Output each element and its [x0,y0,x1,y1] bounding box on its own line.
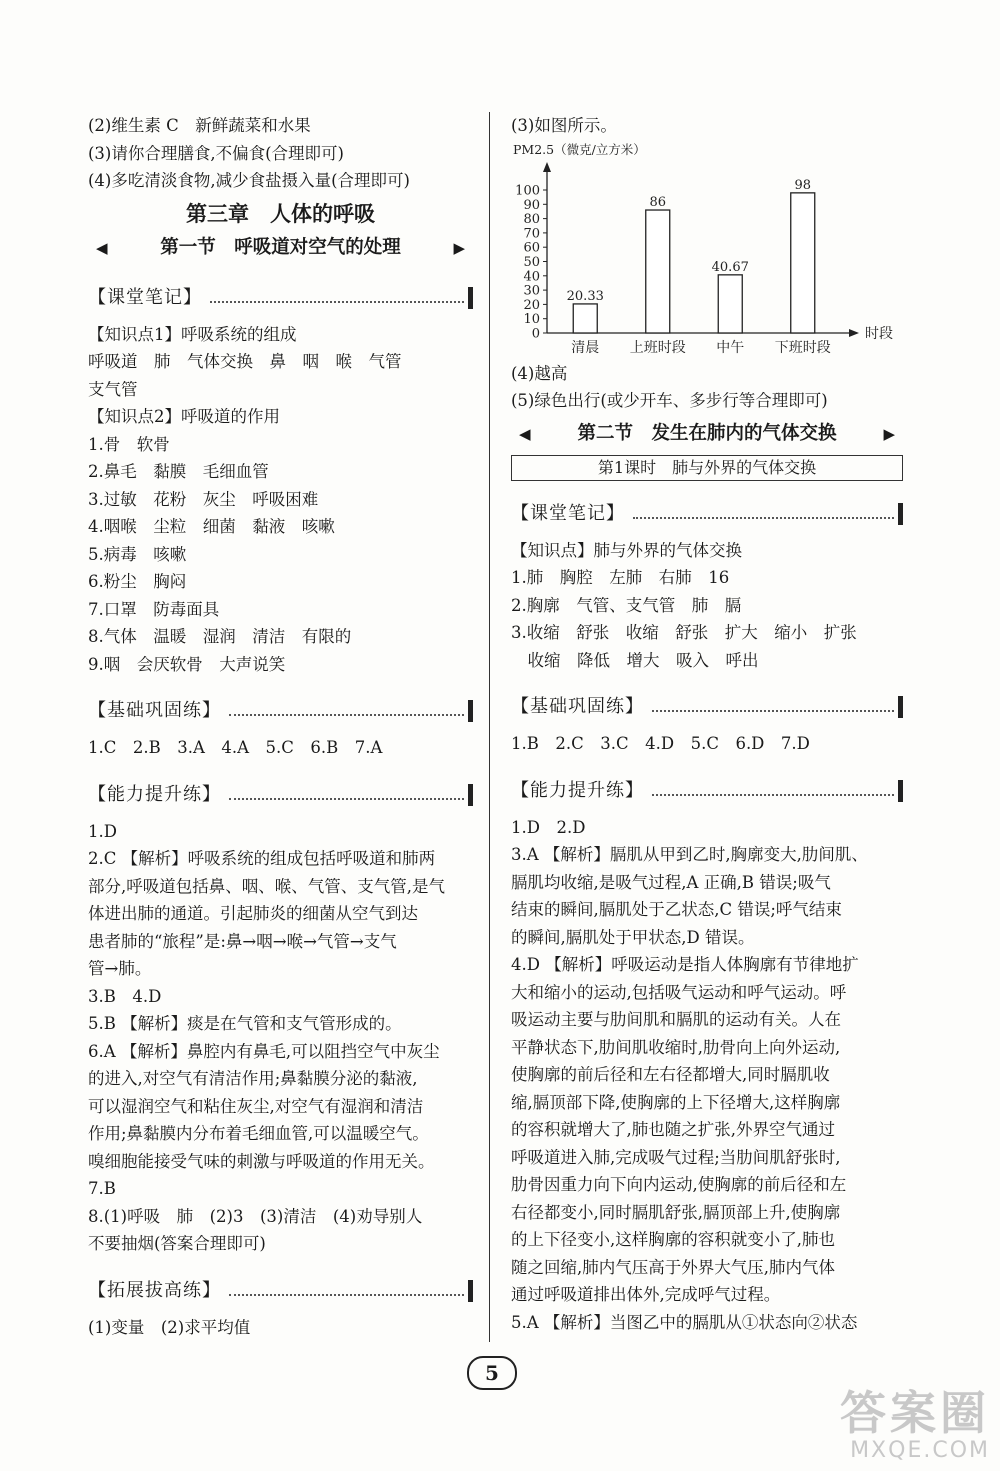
header-end-bar [468,1280,473,1302]
dotted-leader [229,714,464,716]
bar-value-label: 40.67 [711,259,749,275]
bar [718,274,742,332]
header-basic-practice [511,688,903,718]
x-tick-label: 清晨 [571,339,600,356]
text-line: 随之回缩,肺内气压高于外界大气压,肺内气体 [511,1257,835,1277]
ability-lines [511,814,903,1337]
bar-value-label: 86 [649,194,667,210]
text-line: 2.胸廓 气管、支气管 肺 膈 [511,595,742,615]
text-line: (4)多吃清淡食物,减少食盐摄入量(合理即可) [88,171,410,190]
text-line: 3.A 【解析】膈肌从甲到乙时,胸廓变大,肋间肌、 [511,845,868,864]
y-tick-label: 80 [523,211,540,227]
x-tick-label: 上班时段 [629,339,686,356]
text-line: 不要抽烟(答案合理即可) [88,1234,266,1253]
bar-value-label: 98 [794,177,812,193]
header-label: 【基础巩固练】 [511,696,644,717]
right-column [511,112,903,1336]
y-tick-label: 30 [523,283,540,299]
triangle-right-icon: ▶ [453,238,465,257]
text-line: 呼吸道进入肺,完成吸气过程;当肋间肌舒张时, [511,1147,841,1167]
text-line: 7.B [88,1179,116,1198]
text-line: 2.C 【解析】呼吸系统的组成包括呼吸道和肺两 [88,849,436,868]
y-tick-label: 60 [523,240,540,256]
dotted-leader [229,1294,464,1296]
text-line: 6.A 【解析】鼻腔内有鼻毛,可以阻挡空气中灰尘 [88,1041,440,1061]
section-title-text: 第一节 呼吸道对空气的处理 [160,236,401,258]
text-line: 患者肺的“旅程”是:鼻→咽→喉→气管→支气 [88,931,397,951]
bar [573,303,597,332]
x-axis-arrow [849,329,859,337]
header-extend-practice [88,1272,473,1302]
text-line: (3)请你合理膳食,不偏食(合理即可) [88,143,344,163]
text-line: (3)如图所示。 [511,116,617,135]
x-axis-label: 时段 [865,325,893,342]
header-end-bar [468,700,473,722]
text-line: (1)变量 (2)求平均值 [88,1317,251,1337]
header-end-bar [898,696,903,718]
text-line: 可以湿润空气和粘住灰尘,对空气有湿润和清洁 [88,1096,424,1116]
text-line: 的上下径变小,这样胸廓的容积就变小了,肺也 [511,1230,835,1249]
y-axis-label: PM2.5（微克/立方米） [513,141,646,157]
y-tick-label: 100 [515,183,540,198]
text-line: 3.收缩 舒张 收缩 舒张 扩大 缩小 扩张 [511,623,857,642]
text-line: 肋骨因重力向下向内运动,使胸廓的前后径和左 [511,1175,847,1194]
y-tick-label: 20 [523,297,540,313]
x-tick-label: 中午 [716,339,745,356]
text-line: 平静状态下,肋间肌收缩时,肋骨向上向外运动, [511,1037,841,1057]
text-line: 的进入,对空气有清洁作用;鼻黏膜分泌的黏液, [88,1069,418,1088]
text-line: 1.骨 软骨 [88,434,170,454]
y-tick-label: 70 [523,225,540,241]
text-line: 嗅细胞能接受气味的刺激与呼吸道的作用无关。 [88,1151,435,1171]
watermark [840,1388,990,1463]
dotted-leader [652,794,894,796]
text-line: 通过呼吸道排出体外,完成呼气过程。 [511,1285,781,1304]
text-line: 8.(1)呼吸 肺 (2)3 (3)清洁 (4)劝导别人 [88,1206,423,1226]
header-end-bar [468,287,473,309]
text-line: 支气管 [88,379,138,399]
notes-lines [511,537,903,675]
header-basic-practice [88,692,473,722]
header-label: 【能力提升练】 [88,783,221,805]
header-label: 【拓展拔高练】 [88,1279,221,1301]
text-line: (2)维生素 C 新鲜蔬菜和水果 [88,116,311,135]
text-line: 7.口罩 防毒面具 [88,599,220,619]
text-line: (5)绿色出行(或少开车、多步行等合理即可) [511,391,828,410]
bar-value-label: 20.33 [566,288,604,304]
text-line: 管→肺。 [88,959,152,978]
dotted-leader [652,710,894,712]
dotted-leader [229,798,464,800]
triangle-left-icon: ◀ [519,424,531,443]
text-line: 9.咽 会厌软骨 大声说笑 [88,654,286,674]
pm25-bar-chart [511,140,903,360]
text-line: 吸运动主要与肋间肌和膈肌的运动有关。人在 [511,1010,841,1029]
lesson-banner: 第1课时 肺与外界的气体交换 [511,455,903,481]
page-number: 5 [467,1356,517,1390]
y-tick-label: 0 [531,326,540,341]
text-line: 作用;鼻黏膜内分布着毛细血管,可以温暖空气。 [88,1124,429,1143]
text-line: 1.B 2.C 3.C 4.D 5.C 6.D 7.D [511,734,810,753]
y-tick-label: 90 [523,197,540,213]
section-title [88,231,473,265]
prelude-lines [88,112,473,195]
header-label: 【能力提升练】 [511,779,644,801]
text-line: 收缩 降低 增大 吸入 呼出 [511,650,759,670]
x-tick-label: 下班时段 [774,339,831,356]
header-ability-practice [88,776,473,806]
left-column [88,112,473,1341]
text-line: 【知识点2】呼吸道的作用 [88,407,280,426]
text-line: 1.D 2.D [511,817,586,837]
y-tick-label: 40 [523,268,540,284]
chapter-title: 第三章 人体的呼吸 [186,201,375,226]
notes-lines [88,321,473,679]
text-line: 右径都变小,同时膈肌舒张,膈顶部上升,使胸廓 [511,1202,841,1222]
text-line: 4.D 【解析】呼吸运动是指人体胸廓有节律地扩 [511,955,859,974]
text-line: 部分,呼吸道包括鼻、咽、喉、气管、支气管,是气 [88,876,445,896]
section-title [511,417,903,451]
column-divider [489,112,490,1342]
text-line: 的容积就增大了,肺也随之扩张,外界空气通过 [511,1120,835,1139]
bar [791,192,815,332]
header-end-bar [468,784,473,806]
text-line: 结束的瞬间,膈肌处于乙状态,C 错误;呼气结束 [511,900,842,919]
bar [646,210,670,333]
text-line: 大和缩小的运动,包括吸气运动和呼气运动。呼 [511,982,847,1002]
watermark-url: MXQE.COM [850,1438,990,1463]
header-class-notes [88,279,473,309]
triangle-right-icon: ▶ [883,424,895,443]
ability-lines [88,818,473,1258]
text-line: 2.鼻毛 黏膜 毛细血管 [88,462,269,481]
header-label: 【基础巩固练】 [88,700,221,721]
text-line: 3.过敏 花粉 灰尘 呼吸困难 [88,489,319,509]
text-line: 体进出肺的通道。引起肺炎的细菌从空气到达 [88,904,418,923]
text-line: 的瞬间,膈肌处于甲状态,D 错误。 [511,927,755,947]
text-line: 呼吸道 肺 气体交换 鼻 咽 喉 气管 [88,352,402,371]
text-line: (4)越高 [511,363,568,383]
text-line: 使胸廓的前后径和左右径都增大,同时膈肌收 [511,1065,830,1084]
header-class-notes [511,495,903,525]
dotted-leader [210,301,464,303]
text-line: 膈肌均收缩,是吸气过程,A 正确,B 错误;吸气 [511,872,831,892]
text-line: 【知识点1】呼吸系统的组成 [88,324,297,344]
text-line: 【知识点】肺与外界的气体交换 [511,540,742,560]
section-title-text: 第二节 发生在肺内的气体交换 [577,422,837,444]
text-line: 4.咽喉 尘粒 细菌 黏液 咳嗽 [88,517,335,536]
text-line: 5.A 【解析】当图乙中的膈肌从①状态向②状态 [511,1312,858,1332]
header-end-bar [898,780,903,802]
y-tick-label: 50 [523,254,540,270]
header-ability-practice [511,772,903,802]
dotted-leader [633,517,894,519]
watermark-logo-text: 答案圈 [840,1386,990,1440]
header-end-bar [898,503,903,525]
header-label: 【课堂笔记】 [511,502,625,524]
text-line: 缩,膈顶部下降,使胸廓的上下径增大,这样胸廓 [511,1092,841,1112]
text-line: 1.肺 胸腔 左肺 右肺 16 [511,568,730,587]
triangle-left-icon: ◀ [96,238,108,257]
text-line: 3.B 4.D [88,986,162,1006]
text-line: 6.粉尘 胸闷 [88,572,187,591]
y-tick-label: 10 [523,311,540,327]
text-line: 1.D [88,821,117,841]
y-axis-arrow [543,162,551,172]
chart-svg [511,140,903,360]
text-line: 5.病毒 咳嗽 [88,544,187,564]
text-line: 1.C 2.B 3.A 4.A 5.C 6.B 7.A [88,738,383,757]
text-line: 8.气体 温暖 湿润 清洁 有限的 [88,627,352,646]
text-line: 5.B 【解析】痰是在气管和支气管形成的。 [88,1014,402,1033]
header-label: 【课堂笔记】 [88,286,202,308]
